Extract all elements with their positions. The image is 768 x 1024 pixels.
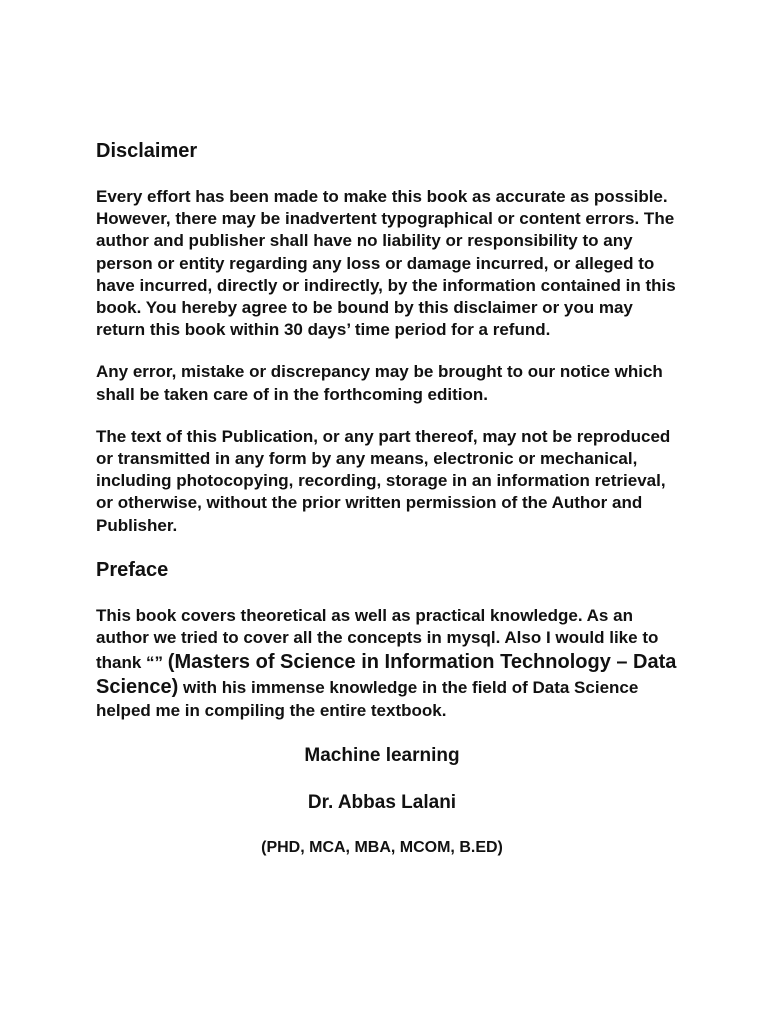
document-page	[96, 138, 686, 859]
preface-text-before: This book covers theoretical as well as practical knowledge. As an author we tried to cover all the concepts in mysql. Also I would like to thank “”	[96, 605, 659, 672]
preface-paragraph	[96, 605, 686, 723]
disclaimer-paragraph-3: The text of this Publication, or any part thereof, may not be reproduced or transmitted in any form by any means, electronic or mechanical, including photocopying, recording, storage in an information retrieval, or otherwise, without the prior written permission of the Author and Publisher.	[96, 426, 671, 535]
preface-degree: (Masters of Science in Information Technology – Data Science)	[96, 650, 677, 698]
author-name: Dr. Abbas Lalani	[307, 792, 457, 814]
preface-text-after: with his immense knowledge in the field of Data Science helped me in compiling the entire textbook.	[96, 677, 639, 720]
preface-heading: Preface	[96, 558, 169, 581]
disclaimer-heading: Disclaimer	[96, 140, 198, 162]
disclaimer-paragraph-1: Every effort has been made to make this book as accurate as possible. However, there may be inadvertent typographical or content errors. The author and publisher shall have no liability or responsibility to any person or entity regarding any loss or damage incurred, or alleged to have incurred, directly or indirectly, by the information contained in this book. You hereby agree to be bound by this disclaimer or you may return this book within 30 days’ time period for a refund.	[96, 187, 676, 340]
disclaimer-paragraph-2: Any error, mistake or discrepancy may be brought to our notice which shall be taken care of in the forthcoming edition.	[96, 362, 663, 404]
author-credentials: (PHD, MCA, MBA, MCOM, B.ED)	[261, 839, 503, 857]
book-title: Machine learning	[304, 745, 460, 767]
author-block	[96, 743, 668, 859]
